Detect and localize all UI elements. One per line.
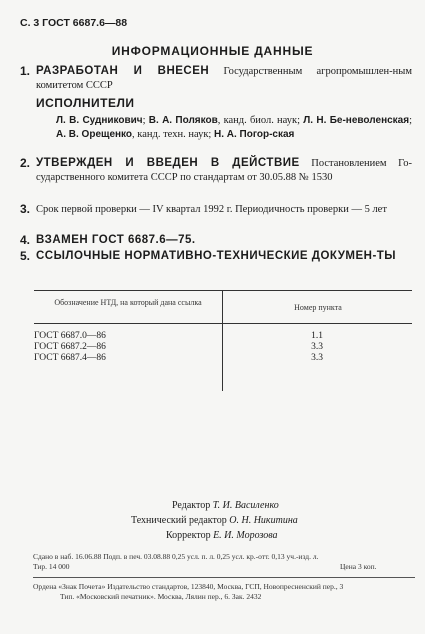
item-2-caps: УТВЕРЖДЕН И ВВЕДЕН В ДЕЙСТВИЕ [36,157,300,169]
executor-sep: ; [409,115,412,126]
executor-name: Н. А. Погор-ская [213,128,295,140]
item-3-text: Срок первой проверки — IV квартал 1992 г. Периодичность проверки — 5 лет [36,204,387,215]
item-2-number: 2. [20,156,31,170]
table-cell-document: ГОСТ 6687.2—86 [34,342,106,352]
corrector-label: Корректор [166,530,211,541]
tech-editor-label: Технический редактор [131,515,227,526]
executor-name: А. В. Орещенко [56,128,133,140]
corrector-credit [166,529,278,543]
printer-line: Тип. «Московский печатник». Москва, Лялин пер., 6. Зак. 2432 [60,592,262,601]
corrector-name: Е. И. Морозова [213,530,278,541]
executors-list [56,114,412,141]
executor-sep: , канд. техн. наук; [132,128,214,140]
table-cell-document: ГОСТ 6687.0—86 [34,331,106,341]
executor-sep: , канд. биол. наук; [217,115,304,126]
item-2 [20,157,412,184]
imprint-circulation: Тир. 14 000 [33,562,70,571]
executors-heading: ИСПОЛНИТЕЛИ [36,96,135,110]
tech-editor-name: О. Н. Никитина [229,515,298,526]
executor-name: Л. В. Судникович [56,115,143,126]
table-cell-clause: 3.3 [311,342,323,352]
table-cell-document: ГОСТ 6687.4—86 [34,353,106,363]
imprint-line-1: Сдано в наб. 16.06.88 Подп. в печ. 03.08.88 0,25 усл. п. л. 0,25 усл. кр.-отт. 0,13 уч.-изд. л. [33,552,319,561]
editor-name: Т. И. Василенко [212,500,279,511]
item-5-caps: ССЫЛОЧНЫЕ НОРМАТИВНО-ТЕХНИЧЕСКИЕ ДОКУМЕН-ТЫ [36,250,397,262]
item-2-text: Постановлением Го-сударственного комитета СССР по стандартам от 30.05.88 № 1530 [36,158,412,183]
executor-sep: ; [142,115,149,126]
table-header-rule [34,323,412,324]
item-5 [20,250,412,264]
table-top-rule [34,290,412,291]
item-1 [20,65,412,92]
imprint-price: Цена 3 коп. [340,562,377,571]
footer-rule [33,577,415,578]
item-4-caps: ВЗАМЕН ГОСТ 6687.6—75. [36,234,196,246]
page-header: С. 3 ГОСТ 6687.6—88 [20,17,128,29]
tech-editor-credit [131,514,298,528]
table-cell-clause: 3.3 [311,353,323,363]
table-header-clause: Номер пункта [294,303,342,312]
item-1-text: Государственным агропромышлен-ным комитетом СССР [36,66,412,91]
item-4-number: 4. [20,233,31,247]
item-3-number: 3. [20,202,31,216]
executor-name: Л. Н. Бе-неволенская [303,115,410,126]
table-cell-clause: 1.1 [311,331,323,341]
editor-credit [172,499,279,513]
editor-label: Редактор [172,500,211,511]
item-1-number: 1. [20,64,31,78]
item-3 [20,203,412,217]
item-1-caps: РАЗРАБОТАН И ВНЕСЕН [36,65,210,77]
executor-name: В. А. Поляков [148,115,218,126]
item-5-number: 5. [20,249,31,263]
publisher-line: Ордена «Знак Почета» Издательство стандартов, 123840, Москва, ГСП, Новопресненский пер., 3 [33,582,344,591]
item-4 [20,234,412,248]
section-title: ИНФОРМАЦИОННЫЕ ДАННЫЕ [111,44,314,58]
table-header-document: Обозначение НТД, на который дана ссылка [54,298,202,307]
